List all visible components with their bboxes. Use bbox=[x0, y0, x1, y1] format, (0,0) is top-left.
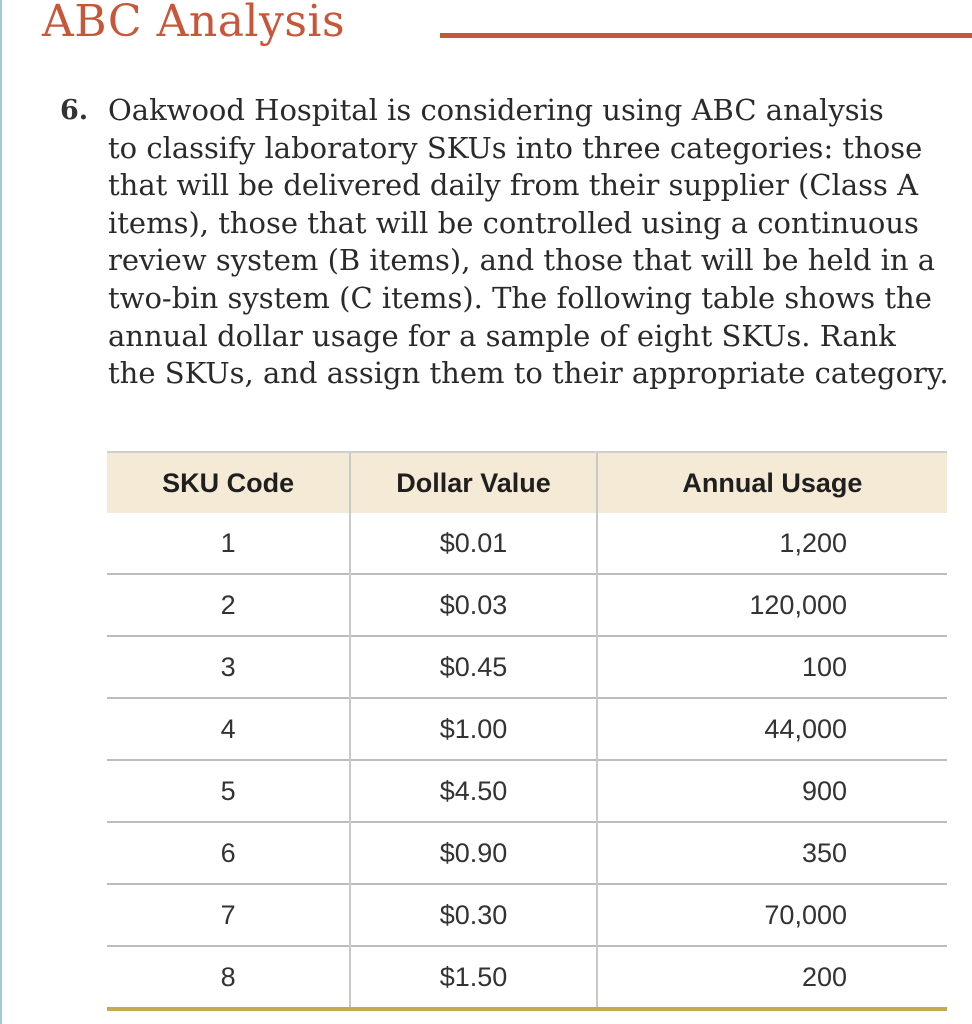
header-sku-code: SKU Code bbox=[107, 452, 350, 513]
cell-dollar-value: $0.01 bbox=[350, 513, 597, 574]
cell-sku-code: 3 bbox=[107, 636, 350, 698]
cell-dollar-value: $1.00 bbox=[350, 698, 597, 760]
table-row bbox=[107, 636, 947, 698]
problem-number: 6. bbox=[60, 95, 89, 126]
table-row bbox=[107, 884, 947, 946]
table-row bbox=[107, 760, 947, 822]
cell-dollar-value: $4.50 bbox=[350, 760, 597, 822]
cell-sku-code: 4 bbox=[107, 698, 350, 760]
cell-sku-code: 8 bbox=[107, 946, 350, 1009]
cell-sku-code: 6 bbox=[107, 822, 350, 884]
cell-dollar-value: $1.50 bbox=[350, 946, 597, 1009]
cell-annual-usage: 350 bbox=[597, 822, 947, 884]
problem-text-line: items), those that will be controlled using a continuous bbox=[108, 205, 919, 240]
cell-dollar-value: $0.03 bbox=[350, 574, 597, 636]
header-dollar-value: Dollar Value bbox=[350, 452, 597, 513]
title-rule bbox=[440, 33, 972, 38]
problem-text-line: Oakwood Hospital is considering using ABC analysis bbox=[108, 93, 884, 127]
table-row bbox=[107, 574, 947, 636]
table-header-row bbox=[107, 452, 947, 513]
sku-table bbox=[107, 451, 947, 1011]
cell-annual-usage: 100 bbox=[597, 636, 947, 698]
problem-text-line: to classify laboratory SKUs into three categories: those bbox=[108, 130, 923, 165]
cell-dollar-value: $0.45 bbox=[350, 636, 597, 698]
cell-dollar-value: $0.30 bbox=[350, 884, 597, 946]
cell-dollar-value: $0.90 bbox=[350, 822, 597, 884]
cell-sku-code: 5 bbox=[107, 760, 350, 822]
page-margin-rule bbox=[0, 0, 2, 1024]
table-row bbox=[107, 946, 947, 1009]
header-annual-usage: Annual Usage bbox=[597, 452, 947, 513]
problem-text-line: that will be delivered daily from their supplier (Class A bbox=[108, 168, 919, 203]
table-row bbox=[107, 698, 947, 760]
cell-annual-usage: 900 bbox=[597, 760, 947, 822]
cell-annual-usage: 44,000 bbox=[597, 698, 947, 760]
problem-text-line: review system (B items), and those that will be held in a bbox=[108, 243, 936, 278]
section-title: ABC Analysis bbox=[42, 0, 346, 47]
cell-annual-usage: 120,000 bbox=[597, 574, 947, 636]
problem-text-line: two-bin system (C items). The following table shows the bbox=[108, 280, 932, 315]
table-row bbox=[107, 513, 947, 574]
problem-text-line: the SKUs, and assign them to their appropriate category. bbox=[108, 356, 949, 391]
cell-sku-code: 7 bbox=[107, 884, 350, 946]
cell-sku-code: 1 bbox=[220, 527, 236, 558]
problem-text bbox=[108, 92, 950, 393]
cell-sku-code: 2 bbox=[107, 574, 350, 636]
table-row bbox=[107, 822, 947, 884]
problem-text-line: annual dollar usage for a sample of eight SKUs. Rank bbox=[108, 318, 896, 353]
cell-annual-usage: 70,000 bbox=[597, 884, 947, 946]
cell-annual-usage: 1,200 bbox=[597, 513, 947, 574]
cell-annual-usage: 200 bbox=[597, 946, 947, 1009]
